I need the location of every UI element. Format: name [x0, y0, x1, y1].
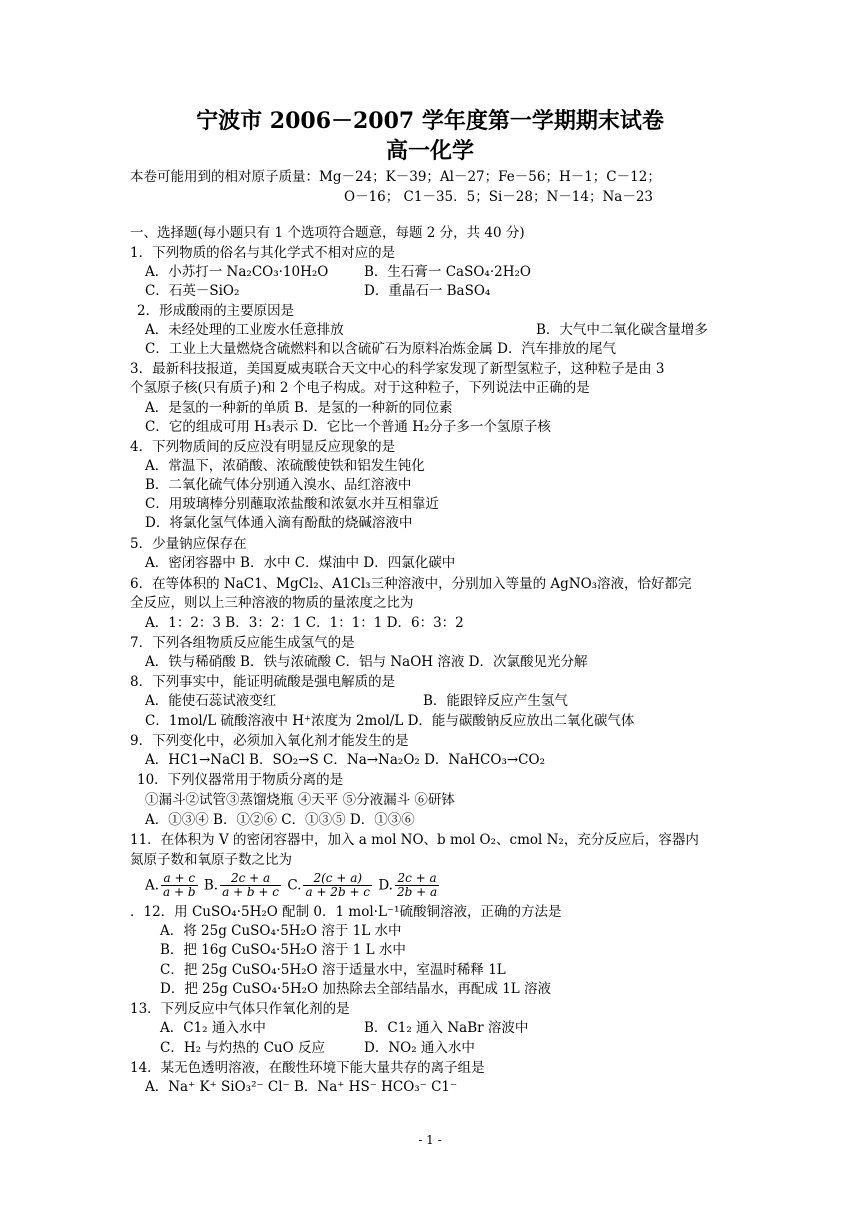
q13-option-c: C．H₂ 与灼热的 CuO 反应 — [160, 1040, 325, 1056]
q11-option-a-label: A. — [145, 877, 160, 894]
q8-option-a: A．能使石蕊试液变红 — [145, 693, 277, 709]
q14-options: A．Na⁺ K⁺ SiO₃²⁻ Cl⁻ B．Na⁺ HS⁻ HCO₃⁻ C1⁻ — [145, 1079, 458, 1095]
q13-option-a: A．C1₂ 通入水中 — [160, 1020, 266, 1036]
q6-options: A．1：2：3 B．3：2：1 C．1：1：1 D．6：3：2 — [145, 615, 464, 631]
q11-option-b-fraction — [220, 872, 281, 899]
q1-option-d: D．重晶石一 BaSO₄ — [364, 283, 491, 299]
q11-stem-2: 氮原子数和氧原子数之比为 — [130, 852, 292, 868]
q1-option-b: B．生石膏一 CaSO₄·2H₂O — [364, 264, 531, 280]
q10-options: A．①③④ B．①②⑥ C．①③⑤ D．①③⑥ — [145, 812, 415, 828]
q11-option-d-label: D. — [378, 877, 393, 894]
q11-option-d-fraction — [395, 872, 439, 899]
q4-option-a: A．常温下，浓硝酸、浓硫酸使铁和铝发生钝化 — [145, 458, 425, 474]
q11-option-a-fraction — [161, 872, 198, 899]
q12-option-b: B．把 16g CuSO₄·5H₂O 溶于 1 L 水中 — [160, 942, 406, 958]
q9-options: A．HC1→NaCl B．SO₂→S C．Na→Na₂O₂ D．NaHCO₃→CO₂ — [145, 752, 545, 768]
q11-options — [145, 868, 441, 903]
q11-c-denominator: a + 2b + c — [305, 885, 371, 899]
page-number: - 1 - — [418, 1133, 442, 1147]
q7-options: A．铁与稀硝酸 B．铁与浓硫酸 C．铝与 NaOH 溶液 D．次氯酸见光分解 — [145, 654, 588, 670]
q11-a-denominator: a + b — [163, 885, 196, 899]
q4-stem: 4．下列物质间的反应没有明显反应现象的是 — [130, 439, 396, 455]
q7-stem: 7．下列各组物质反应能生成氢气的是 — [130, 635, 355, 651]
q4-option-c: C．用玻璃棒分别蘸取浓盐酸和浓氨水并互相靠近 — [145, 496, 439, 512]
q6-stem-1: 6．在等体积的 NaC1、MgCl₂、A1Cl₃三种溶液中，分别加入等量的 AgNO₃溶液，恰好都完 — [130, 576, 692, 592]
q11-stem-1: 11．在体积为 V 的密闭容器中，加入 a mol NO、b mol O₂、cmol N₂，充分反应后，容器内 — [130, 832, 699, 848]
q10-items: ①漏斗②试管③蒸馏烧瓶 ④天平 ⑤分液漏斗 ⑥研钵 — [145, 792, 455, 808]
exam-subject: 高一化学 — [385, 138, 474, 164]
q8-options-cd: C．1mol/L 硫酸溶液中 H⁺浓度为 2mol/L D．能与碳酸钠反应放出二氧化碳气体 — [145, 713, 635, 729]
section-heading: 一、选择题(每小题只有 1 个选项符合题意，每题 2 分，共 40 分) — [130, 225, 525, 241]
q12-option-c: C．把 25g CuSO₄·5H₂O 溶于适量水中，室温时稀释 1L — [160, 962, 506, 978]
q11-b-numerator: 2c + a — [220, 872, 281, 886]
q5-options: A．密闭容器中 B．水中 C．煤油中 D．四氯化碳中 — [145, 555, 456, 571]
q11-option-c-label: C. — [287, 877, 302, 894]
q9-stem: 9．下列变化中，必须加入氧化剂才能发生的是 — [130, 733, 409, 749]
q11-d-denominator: 2b + a — [396, 885, 438, 899]
q11-option-b-label: B. — [203, 877, 219, 894]
q12-stem: ．12．用 CuSO₄·5H₂O 配制 0．1 mol·L⁻¹硫酸铜溶液，正确的方法是 — [130, 904, 562, 920]
q11-d-numerator: 2c + a — [395, 872, 439, 886]
q1-option-a: A．小苏打一 Na₂CO₃·10H₂O — [145, 264, 329, 280]
q2-stem: 2．形成酸雨的主要原因是 — [137, 303, 295, 319]
q13-stem: 13．下列反应中气体只作氧化剂的是 — [130, 1001, 350, 1017]
exam-title: 宁波市 2006－2007 学年度第一学期期末试卷 — [196, 108, 664, 134]
q11-option-c-fraction — [303, 872, 372, 899]
q14-stem: 14．某无色透明溶液，在酸性环境下能大量共存的离子组是 — [130, 1060, 485, 1076]
q2-option-a: A．未经处理的工业废水任意排放 — [145, 322, 344, 338]
atomic-mass-line-2: O－16； C1－35．5；Si－28；N－14；Na－23 — [344, 189, 653, 205]
q3-stem-1: 3．最新科技报道，美国夏威夷联合天文中心的科学家发现了新型氢粒子，这种粒子是由 3 — [130, 361, 665, 377]
q3-options-ab: A．是氢的一种新的单质 B．是氢的一种新的同位素 — [145, 400, 453, 416]
q3-options-cd: C．它的组成可用 H₃表示 D．它比一个普通 H₂分子多一个氢原子核 — [145, 419, 551, 435]
q2-option-b: B．大气中二氧化碳含量增多 — [536, 322, 708, 338]
q11-a-numerator: a + c — [161, 872, 198, 886]
q4-option-b: B．二氧化硫气体分别通入溴水、品红溶液中 — [145, 477, 412, 493]
q11-c-numerator: 2(c + a) — [303, 872, 372, 886]
q11-b-denominator: a + b + c — [222, 885, 280, 899]
q8-stem: 8．下列事实中，能证明硫酸是强电解质的是 — [130, 674, 396, 690]
q13-option-d: D．NO₂ 通入水中 — [364, 1040, 475, 1056]
atomic-mass-line-1: 本卷可能用到的相对原子质量：Mg－24；K－39；Al－27；Fe－56；H－1；C－12； — [130, 169, 661, 185]
q8-option-b: B．能跟锌反应产生氢气 — [423, 693, 568, 709]
q12-option-a: A．将 25g CuSO₄·5H₂O 溶于 1L 水中 — [160, 923, 402, 939]
q6-stem-2: 全反应，则以上三种溶液的物质的量浓度之比为 — [130, 595, 414, 611]
q3-stem-2: 个氢原子核(只有质子)和 2 个电子构成。对于这种粒子，下列说法中正确的是 — [130, 380, 590, 396]
q4-option-d: D．将氯化氢气体通入滴有酚酞的烧碱溶液中 — [145, 515, 413, 531]
q13-option-b: B．C1₂ 通入 NaBr 溶波中 — [364, 1020, 529, 1036]
q10-stem: 10．下列仪器常用于物质分离的是 — [137, 772, 344, 788]
q1-stem: 1．下列物质的俗名与其化学式不相对应的是 — [130, 245, 396, 261]
q5-stem: 5．少量钠应保存在 — [130, 536, 247, 552]
q12-option-d: D．把 25g CuSO₄·5H₂O 加热除去全部结晶水，再配成 1L 溶液 — [160, 981, 552, 997]
q1-option-c: C．石英－SiO₂ — [145, 283, 240, 299]
q2-option-cd: C．工业上大量燃烧含硫燃料和以含硫矿石为原料冶炼金属 D．汽车排放的尾气 — [145, 341, 616, 357]
